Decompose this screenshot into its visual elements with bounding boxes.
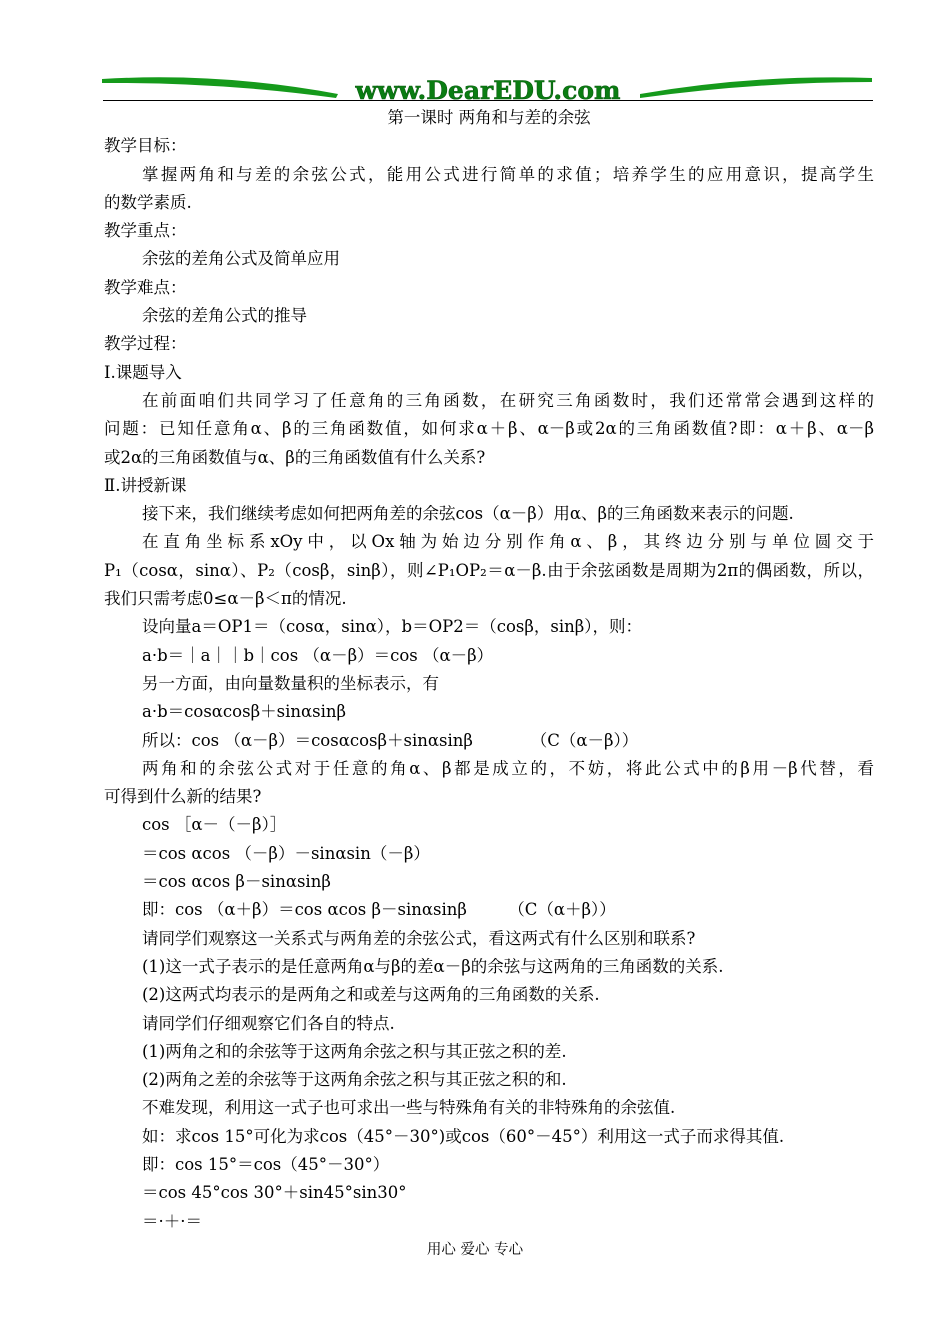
section-heading-intro: Ⅰ.课题导入	[104, 362, 182, 382]
paragraph-line: 余弦的差角公式及简单应用	[142, 249, 340, 269]
formula-line: 即：cos （α＋β）＝cos αcos β－sinαsinβ （C（α＋β））	[142, 900, 616, 920]
paragraph-line: 的数学素质.	[104, 192, 192, 212]
section-heading-objectives: 教学目标：	[104, 136, 187, 156]
formula-line: ＝cos αcos β－sinαsinβ	[142, 872, 331, 892]
formula-line: 所以：cos （α－β）＝cosαcosβ＋sinαsinβ （C（α－β））	[142, 730, 639, 750]
formula-line: 即：cos 15°＝cos（45°－30°）	[142, 1154, 390, 1174]
paragraph-line: 请同学们观察这一关系式与两角差的余弦公式，看这两式有什么区别和联系?	[142, 928, 696, 948]
formula-line: a·b＝｜a｜｜b｜cos （α－β）＝cos （α－β）	[142, 645, 494, 665]
formula-line: ＝cos αcos （－β）－sinαsin（－β）	[142, 843, 430, 863]
paragraph-line: 请同学们仔细观察它们各自的特点.	[142, 1013, 395, 1033]
site-banner	[100, 70, 875, 104]
section-heading-key-points: 教学重点：	[104, 221, 187, 241]
site-logo-text: www.DearEDU.com	[355, 76, 621, 104]
paragraph-line: 另一方面，由向量数量积的坐标表示，有	[142, 673, 439, 693]
paragraph-line: (2)两角之差的余弦等于这两角余弦之积与其正弦之积的和.	[142, 1070, 567, 1090]
paragraph-line: (1)两角之和的余弦等于这两角余弦之积与其正弦之积的差.	[142, 1041, 567, 1061]
banner-right-swoosh	[640, 77, 872, 98]
formula-line: cos ［α－（－β）］	[142, 815, 287, 835]
document-body	[104, 104, 874, 1236]
page-footer: 用心 爱心 专心	[426, 1242, 524, 1258]
banner-graphic	[100, 70, 875, 104]
header-rule	[103, 100, 873, 101]
paragraph-line: 在直角坐标系xOy中，以Ox轴为始边分别作角α、β，其终边分别与单位圆交于	[142, 532, 874, 552]
paragraph-line: 或2α的三角函数值与α、β的三角函数值有什么关系?	[104, 447, 486, 467]
paragraph-line: 可得到什么新的结果?	[104, 787, 262, 807]
paragraph-line: 接下来，我们继续考虑如何把两角差的余弦cos（α－β）用α、β的三角函数来表示的问题.	[142, 504, 794, 524]
paragraph-line: 不难发现，利用这一式子也可求出一些与特殊角有关的非特殊角的余弦值.	[142, 1098, 676, 1118]
formula-line: a·b＝cosαcosβ＋sinαsinβ	[142, 702, 347, 722]
paragraph-line: 设向量a＝OP1＝（cosα，sinα），b＝OP2＝（cosβ，sinβ），则：	[142, 617, 643, 637]
formula-line: ＝cos 45°cos 30°＋sin45°sin30°	[142, 1183, 407, 1203]
paragraph-line: 我们只需考虑0≤α－β＜π的情况.	[104, 589, 347, 609]
paragraph-line: P₁（cosα，sinα）、P₂（cosβ，sinβ），则∠P₁OP₂＝α－β.由于余弦函数是周期为2π的偶函数，所以，	[104, 560, 874, 580]
paragraph-line: 掌握两角和与差的余弦公式，能用公式进行简单的求值；培养学生的应用意识，提高学生	[142, 164, 874, 184]
paragraph-line: 余弦的差角公式的推导	[142, 306, 307, 326]
section-heading-process: 教学过程：	[104, 334, 187, 354]
paragraph-line: 问题：已知任意角α、β的三角函数值，如何求α＋β、α－β或2α的三角函数值?即：α＋β、α－β	[104, 419, 874, 439]
banner-left-swoosh	[102, 77, 338, 98]
paragraph-line: (1)这一式子表示的是任意两角α与β的差α－β的余弦与这两角的三角函数的关系.	[142, 956, 724, 976]
lesson-title: 第一课时 两角和与差的余弦	[387, 108, 591, 127]
paragraph-line: 在前面咱们共同学习了任意角的三角函数，在研究三角函数时，我们还常常会遇到这样的	[142, 390, 874, 410]
formula-line: ＝·＋·＝	[142, 1211, 202, 1231]
paragraph-line: 如：求cos 15°可化为求cos（45°－30°)或cos（60°－45°）利用这一式子而求得其值.	[142, 1126, 785, 1146]
paragraph-line: 两角和的余弦公式对于任意的角α、β都是成立的，不妨，将此公式中的β用－β代替，看	[142, 758, 874, 778]
section-heading-new-lesson: Ⅱ.讲授新课	[104, 475, 187, 495]
paragraph-line: (2)这两式均表示的是两角之和或差与这两角的三角函数的关系.	[142, 985, 600, 1005]
section-heading-difficulties: 教学难点：	[104, 277, 187, 297]
